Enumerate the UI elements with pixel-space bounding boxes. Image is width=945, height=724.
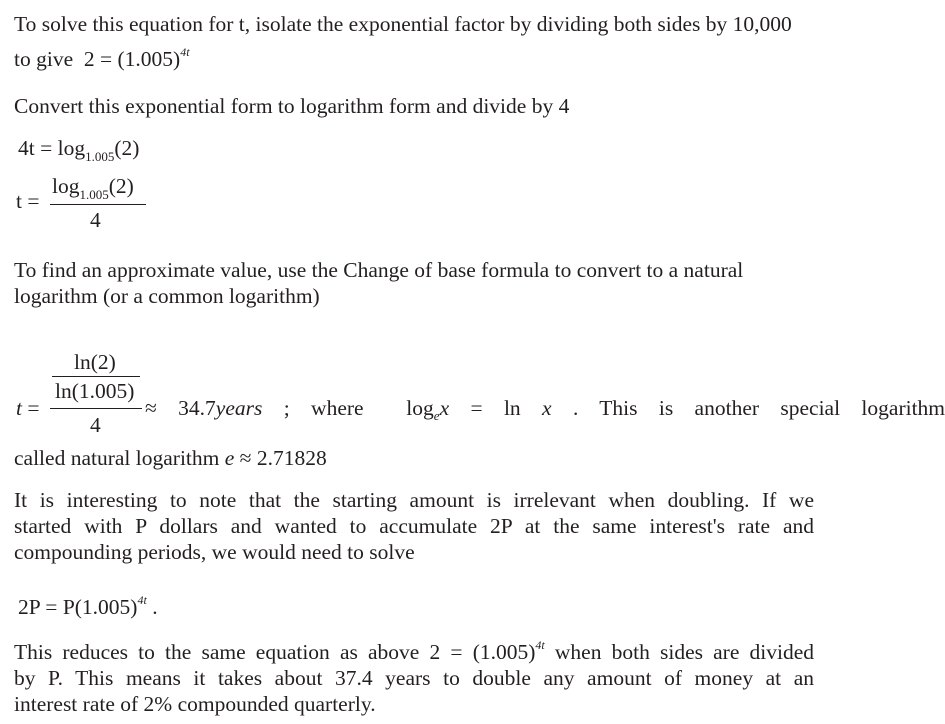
paragraph-3-line-1: To find an approximate value, use the Change of base formula to convert to a natural	[14, 258, 744, 282]
paragraph-6-line-1: This reduces to the same equation as above $2 = (1.005)^{4t}$ when both sides are divided	[14, 638, 815, 665]
equation-6: $2 = (1.005)^{4t}$	[429, 638, 545, 665]
equation-3-numerator: $\log_{1.005}(2)$	[52, 174, 134, 202]
outer-denominator: 4	[90, 413, 101, 437]
paragraph-3-line-2: logarithm (or a common logarithm)	[14, 284, 320, 308]
equation-4-tail: ≈ 34.7years ; where $\log_ex = \ln x$ . This is another special logarithm	[145, 396, 945, 423]
equation-1: $2 = (1.005)^{4t}$	[83, 45, 190, 72]
inner-denominator: ln(1.005)	[55, 379, 135, 403]
to-give-text: to give	[14, 47, 74, 72]
paragraph-5-line-2: started with P dollars and wanted to accumulate 2P at the same interest's rate and	[14, 514, 814, 538]
equation-2: $4t = \log_{1.005}(2)$	[18, 136, 140, 164]
outer-fraction-bar	[50, 408, 142, 409]
inner-numerator: ln(2)	[74, 350, 116, 374]
paragraph-1-line-1: To solve this equation for t, isolate the exponential factor by dividing both sides by 10,000	[14, 12, 792, 36]
paragraph-5-line-3: compounding periods, we would need to solve	[14, 540, 415, 564]
paragraph-6-line-3: interest rate of 2% compounded quarterly.	[14, 692, 376, 716]
fraction-bar	[50, 204, 146, 205]
paragraph-2: Convert this exponential form to logarithm form and divide by 4	[14, 94, 570, 118]
paragraph-5-line-1: It is interesting to note that the starting amount is irrelevant when doubling. If we	[14, 488, 814, 512]
paragraph-1-line-2	[14, 47, 190, 72]
equation-5: $2P = P(1.005)^{4t}$ .	[18, 593, 158, 620]
equation-3-denominator: 4	[90, 208, 101, 232]
paragraph-4: called natural logarithm e ≈ 2.71828	[14, 446, 327, 470]
inner-fraction-bar	[52, 376, 140, 377]
paragraph-6-line-2: by P. This means it takes about 37.4 years to double any amount of money at an	[14, 666, 814, 690]
